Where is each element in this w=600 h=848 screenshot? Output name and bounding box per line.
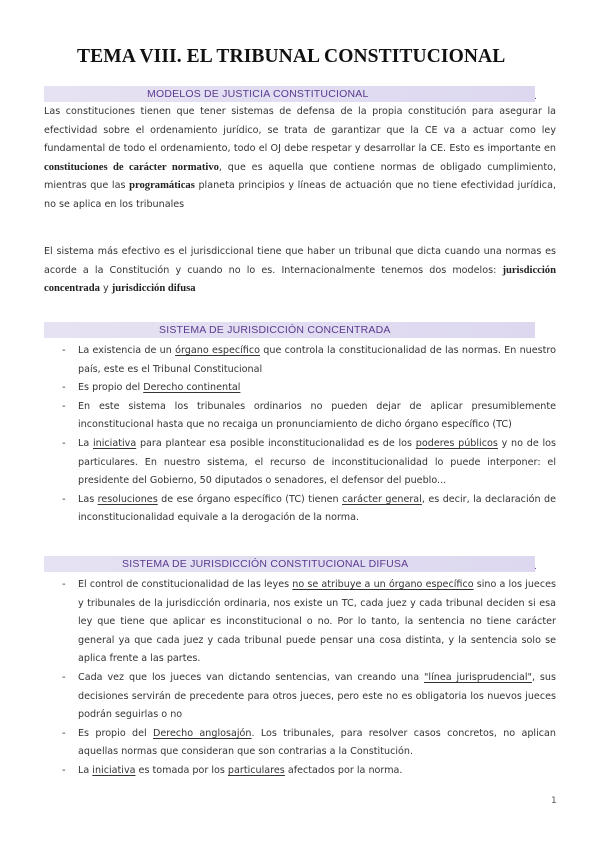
- section-header-label: SISTEMA DE JURISDICCIÓN CONCENTRADA: [159, 324, 391, 336]
- list-difusa: [0, 576, 600, 781]
- section-header-concentrada: [44, 322, 535, 338]
- page-number: 1: [551, 796, 557, 806]
- list-item: - La iniciativa es tomada por los particulares afectados por la norma.: [62, 764, 403, 776]
- list-item: - El control de constitucionalidad de las leyes no se atribuye a un órgano específico sino a los jueces y tribunales de la jurisdicción ordinaria, nos existe un TC, cada juez y cada tribunal deciden si esa ley que tiene que aplicar es inconstitucional o no. Por lo tanto, la sentencia no tiene carácter general ya que cada juez y cada tribunal puede pensar una cosa distinta, y la sentencia solo se aplica frente a las partes.: [62, 579, 556, 665]
- bold-term: constituciones de carácter normativo: [44, 161, 219, 173]
- list-item: - Las resoluciones de ese órgano específico (TC) tienen carácter general, es decir, la declaración de inconstitucionalidad equivale a la derogación de la norma.: [62, 493, 557, 524]
- section-header-difusa: [44, 556, 535, 572]
- paragraph-constituciones: Las constituciones tienen que tener sistemas de defensa de la propia constitución para asegurar la efectividad sobre el ordenamiento jurídico, se trata de garantizar que la CE va a actuar como ley fundamental de todo el ordenamiento, todo el OJ debe respetar y desarrollar la CE. Esto es importante en constituciones de carácter normativo, que es aquella que contiene normas de obligado cumplimiento, mientras que las programáticas planeta principios y líneas de actuación que no tiene efectividad jurídica, no se aplica en los tribunales: [44, 106, 556, 210]
- page-title: TEMA VIII. EL TRIBUNAL CONSTITUCIONAL: [77, 46, 506, 67]
- list-item: - Es propio del Derecho anglosajón. Los tribunales, para resolver casos concretos, no aplican aquellas normas que consideran que son contrarias a la Constitución.: [62, 727, 556, 758]
- list-item: - La iniciativa para plantear esa posible inconstitucionalidad es de los poderes públicos y no de los particulares. En nuestro sistema, el recurso de inconstitucionalidad lo puede interponer: el presidente del Gobierno, 50 diputados o senadores, el defensor del pueblo...: [62, 437, 557, 487]
- section-header-label: SISTEMA DE JURISDICCIÓN CONSTITUCIONAL DIFUSA: [122, 558, 409, 570]
- bold-term: jurisdicción difusa: [111, 283, 196, 295]
- list-item: - Cada vez que los jueces van dictando sentencias, van creando una "línea jurisprudencial", sus decisiones servirán de precedente para otros jueces, pero este no es obligatoria los nuevos jueces podrán seguirlas o no: [62, 671, 556, 721]
- list-concentrada: [0, 342, 600, 528]
- header-end-mark: .: [534, 92, 537, 102]
- section-header-modelos: [44, 86, 535, 102]
- paragraph-sistema-efectivo: El sistema más efectivo es el jurisdiccional tiene que haber un tribunal que dicta cuando una normas es acorde a la Constitución y cuando no lo es. Internacionalmente tenemos dos modelos: jurisdicción concentrada y jurisdicción difusa: [44, 246, 556, 295]
- section-header-label: MODELOS DE JUSTICIA CONSTITUCIONAL: [147, 88, 369, 100]
- list-item: - La existencia de un órgano específico que controla la constitucionalidad de las normas. En nuestro país, este es el Tribunal Constitucional: [62, 345, 556, 375]
- list-item: - En este sistema los tribunales ordinarios no pueden dejar de aplicar presumiblemente inconstitucional hasta que no recaiga un pronunciamiento de dicho órgano específico (TC): [62, 400, 556, 431]
- list-item: - Es propio del Derecho continental: [62, 382, 241, 394]
- bold-term: jurisdicción concentrada: [44, 264, 556, 295]
- bold-term: programáticas: [129, 180, 195, 192]
- header-end-mark: .: [534, 562, 537, 572]
